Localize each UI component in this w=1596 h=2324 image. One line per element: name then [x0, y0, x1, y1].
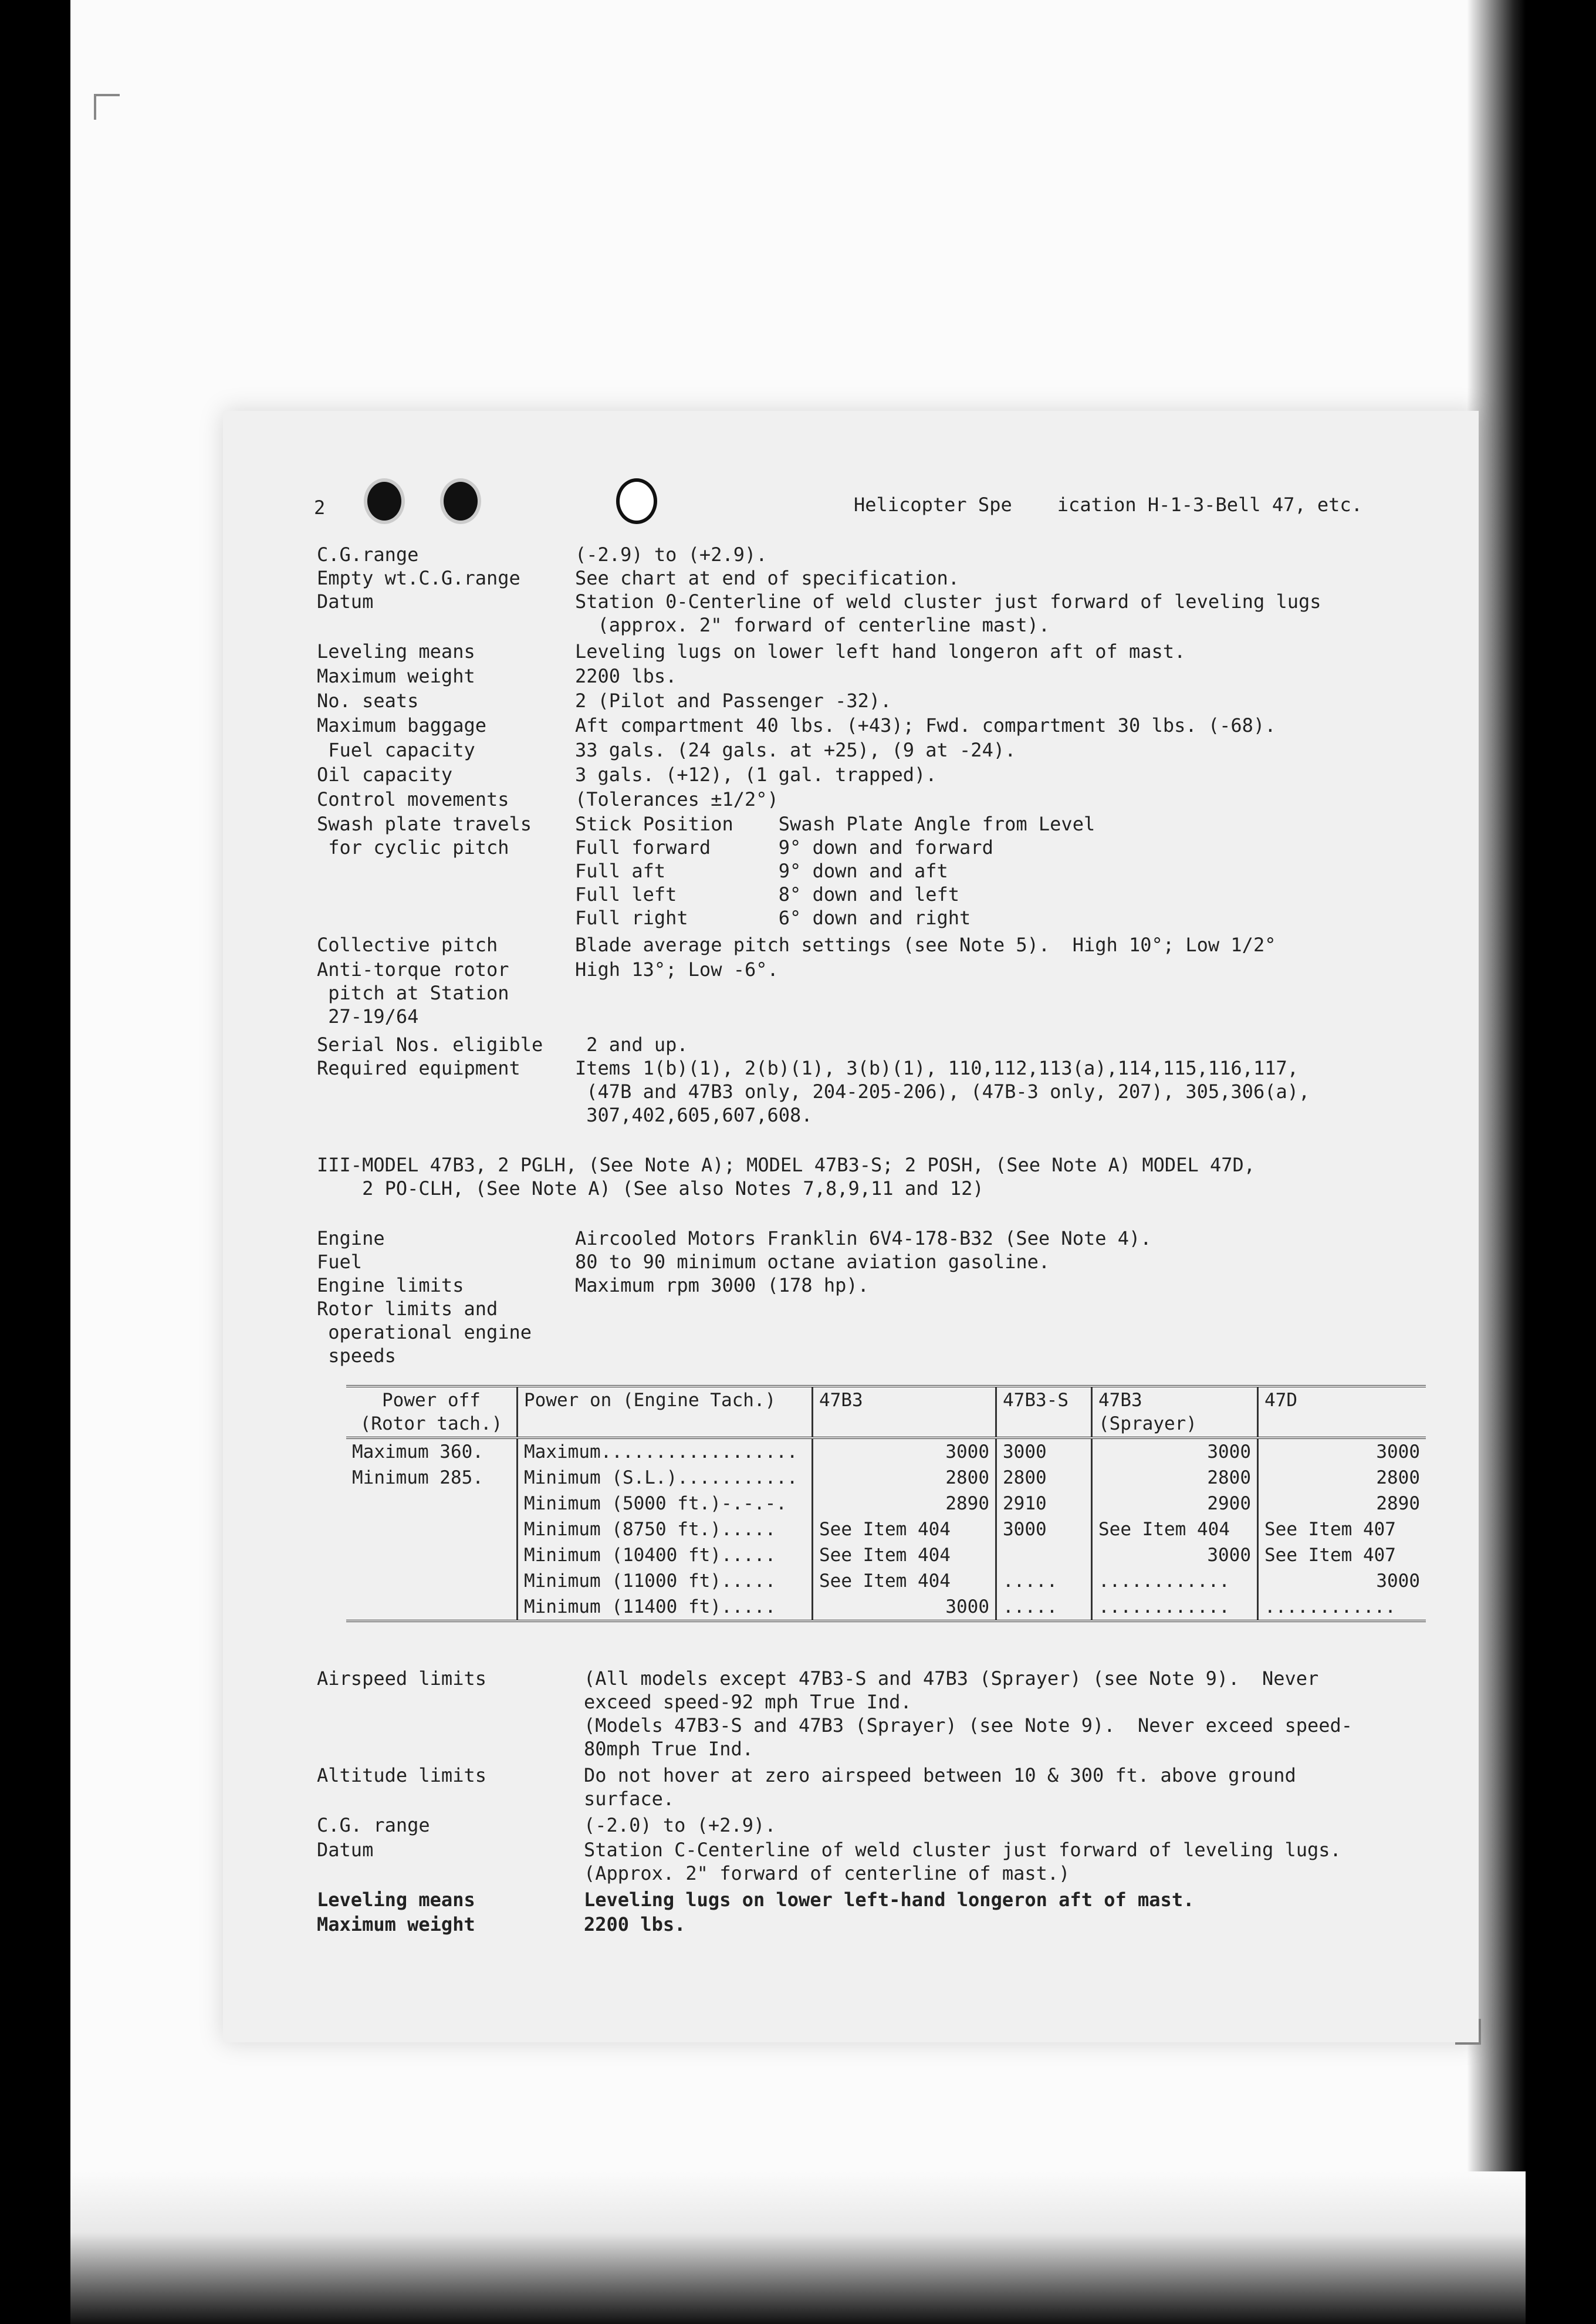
row-label: Minimum (5000 ft.)-.-.-.	[518, 1491, 813, 1516]
lower-value: 2200 lbs.	[584, 1913, 686, 1935]
cell: ............	[1092, 1568, 1258, 1594]
spec-value: See chart at end of specification.	[575, 567, 960, 589]
spec-label: Required equipment	[317, 1057, 520, 1079]
spec-label: Control movements	[317, 788, 509, 810]
spec-label: No. seats	[317, 690, 419, 712]
cell: 3000	[1092, 1542, 1258, 1568]
cell: .....	[996, 1594, 1092, 1621]
cell: See Item 407	[1258, 1516, 1426, 1542]
document-page	[223, 411, 1479, 2042]
spec-value: Items 1(b)(1), 2(b)(1), 3(b)(1), 110,112,113(a),114,115,116,117, (47B and 47B3 only, 204-205-206), (47B-3 only, 207), 305,306(a), 307,402,605,607,608.	[575, 1057, 1310, 1126]
cell: ............	[1258, 1594, 1426, 1621]
cell: 3000	[1258, 1568, 1426, 1594]
cell: ............	[1092, 1594, 1258, 1621]
cell: 2900	[1092, 1491, 1258, 1516]
spec-value: 2200 lbs.	[575, 665, 677, 687]
header-power-off: Power off (Rotor tach.)	[346, 1386, 518, 1438]
spec-label: Maximum weight	[317, 665, 475, 687]
cell: 3000	[1258, 1438, 1426, 1465]
spec-value: Station 0-Centerline of weld cluster just forward of leveling lugs (approx. 2" forward of centerline mast).	[575, 590, 1321, 636]
spec-label: Leveling means	[317, 640, 475, 663]
film-bottom-shadow	[70, 2171, 1526, 2324]
lower-label: Datum	[317, 1839, 374, 1861]
cell: 3000	[813, 1594, 996, 1621]
header-47b3-s: 47B3-S	[996, 1386, 1092, 1438]
cell: See Item 404	[813, 1516, 996, 1542]
header-47b3-sprayer: 47B3 (Sprayer)	[1092, 1386, 1258, 1438]
header-title: Helicopter Spe ication H-1-3-Bell 47, etc.	[854, 494, 1362, 516]
lower-value: (All models except 47B3-S and 47B3 (Sprayer) (see Note 9). Never exceed speed-92 mph True Ind. (Models 47B3-S and 47B3 (Sprayer) (see Note 9). Never exceed speed- 80mph True Ind.	[584, 1667, 1353, 1760]
power-off-max: Maximum 360.	[352, 1441, 483, 1462]
header-47d: 47D	[1258, 1386, 1426, 1438]
engine-value: Maximum rpm 3000 (178 hp).	[575, 1274, 869, 1296]
cell: 2890	[1258, 1491, 1426, 1516]
lower-label: C.G. range	[317, 1814, 430, 1836]
model-heading: III-MODEL 47B3, 2 PGLH, (See Note A); MODEL 47B3-S; 2 POSH, (See Note A) MODEL 47D, 2 PO-CLH, (See Note A) (See also Notes 7,8,9,11 and 12)	[317, 1154, 1256, 1200]
spec-label: C.G.range	[317, 543, 419, 566]
engine-value: 80 to 90 minimum octane aviation gasoline.	[575, 1251, 1050, 1273]
cell: 2800	[1092, 1465, 1258, 1491]
punch-hole-3	[616, 478, 657, 524]
spec-value: Leveling lugs on lower left hand longeron aft of mast.	[575, 640, 1186, 663]
engine-label: Rotor limits and operational engine speeds	[317, 1298, 532, 1367]
engine-value: Aircooled Motors Franklin 6V4-178-B32 (See Note 4).	[575, 1227, 1152, 1249]
cell: 3000	[813, 1438, 996, 1465]
cell: 3000	[996, 1516, 1092, 1542]
spec-label: Collective pitch	[317, 934, 498, 956]
row-label: Minimum (11400 ft).....	[518, 1594, 813, 1621]
spec-value: 2 and up.	[575, 1033, 688, 1056]
cell: 3000	[1092, 1438, 1258, 1465]
cell: .....	[996, 1568, 1092, 1594]
cell	[996, 1542, 1092, 1568]
spec-label: Datum	[317, 590, 374, 613]
lower-value: Leveling lugs on lower left-hand longeron aft of mast.	[584, 1889, 1195, 1911]
spec-value: Blade average pitch settings (see Note 5). High 10°; Low 1/2°	[575, 934, 1276, 956]
cell: 2800	[813, 1465, 996, 1491]
spec-label: Oil capacity	[317, 764, 453, 786]
spec-value: Aft compartment 40 lbs. (+43); Fwd. compartment 30 lbs. (-68).	[575, 714, 1276, 737]
crop-mark-top-left	[94, 94, 120, 120]
engine-label: Engine limits	[317, 1274, 464, 1296]
cell: 3000	[996, 1438, 1092, 1465]
spec-label: Fuel capacity	[317, 739, 475, 761]
row-label: Minimum (8750 ft.).....	[518, 1516, 813, 1542]
engine-label: Engine	[317, 1227, 385, 1249]
spec-value: 2 (Pilot and Passenger -32).	[575, 690, 892, 712]
rotor-limits-table	[346, 1385, 1426, 1622]
row-label: Minimum (10400 ft).....	[518, 1542, 813, 1568]
header-47b3: 47B3	[813, 1386, 996, 1438]
page-number: 2	[314, 496, 326, 519]
spec-label: Maximum baggage	[317, 714, 486, 737]
cell: 2800	[996, 1465, 1092, 1491]
spec-label: Empty wt.C.G.range	[317, 567, 520, 589]
cell: See Item 404	[813, 1568, 996, 1594]
spec-label: Serial Nos. eligible	[317, 1033, 543, 1056]
punch-hole-1	[364, 478, 405, 524]
spec-label: Swash plate travels for cyclic pitch	[317, 813, 532, 859]
cell: See Item 404	[1092, 1516, 1258, 1542]
cell: 2910	[996, 1491, 1092, 1516]
power-off-min: Minimum 285.	[352, 1467, 483, 1488]
cell: See Item 404	[813, 1542, 996, 1568]
lower-label: Leveling means	[317, 1889, 475, 1911]
spec-value: (Tolerances ±1/2°)	[575, 788, 779, 810]
lower-label: Maximum weight	[317, 1913, 475, 1935]
lower-label: Airspeed limits	[317, 1667, 486, 1690]
lower-value: Station C-Centerline of weld cluster just forward of leveling lugs. (Approx. 2" forward of centerline of mast.)	[584, 1839, 1341, 1884]
row-label: Minimum (S.L.)...........	[518, 1465, 813, 1491]
spec-label: Anti-torque rotor pitch at Station 27-19/64	[317, 958, 509, 1028]
row-label: Maximum..................	[518, 1438, 813, 1465]
cell: 2890	[813, 1491, 996, 1516]
spec-value: (-2.9) to (+2.9).	[575, 543, 767, 566]
engine-label: Fuel	[317, 1251, 363, 1273]
lower-label: Altitude limits	[317, 1764, 486, 1786]
header-power-on: Power on (Engine Tach.)	[518, 1386, 813, 1438]
lower-value: Do not hover at zero airspeed between 10 & 300 ft. above ground surface.	[584, 1764, 1296, 1810]
row-label: Minimum (11000 ft).....	[518, 1568, 813, 1594]
spec-value: 33 gals. (24 gals. at +25), (9 at -24).	[575, 739, 1016, 761]
spec-value: High 13°; Low -6°.	[575, 958, 779, 981]
lower-value: (-2.0) to (+2.9).	[584, 1814, 776, 1836]
punch-hole-2	[440, 478, 481, 524]
cell: See Item 407	[1258, 1542, 1426, 1568]
spec-value: 3 gals. (+12), (1 gal. trapped).	[575, 764, 937, 786]
spec-value: Stick Position Swash Plate Angle from Level Full forward 9° down and forward Full aft 9° down and aft Full left 8° down and left Full right 6° down and right	[575, 813, 1095, 929]
cell: 2800	[1258, 1465, 1426, 1491]
